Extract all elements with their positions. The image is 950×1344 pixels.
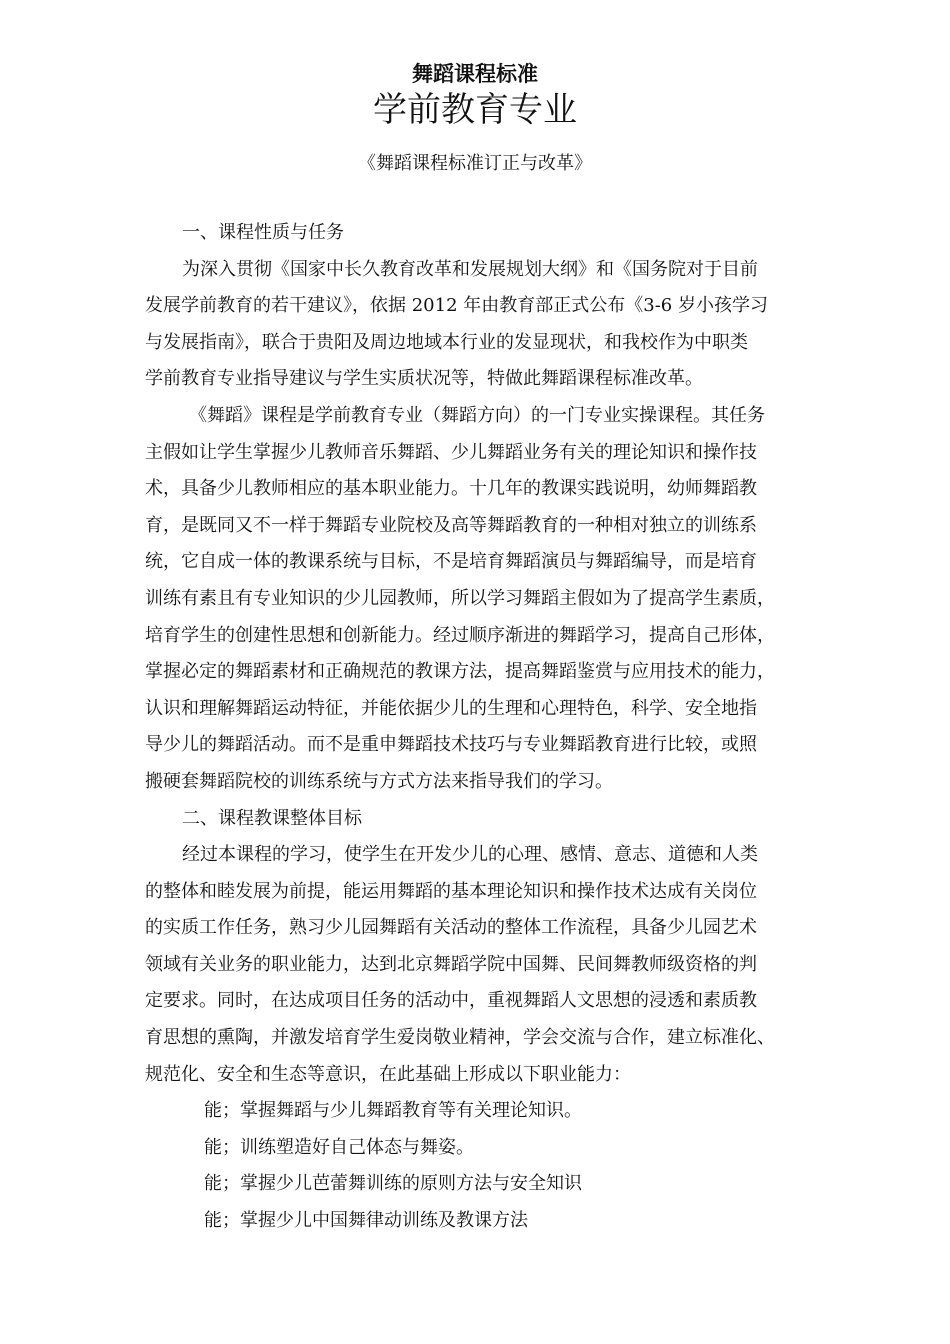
- paragraph-line: 育思想的熏陶，并激发培育学生爱岗敬业精神，学会交流与合作，建立标准化、: [145, 1027, 775, 1049]
- ability-item: 能；掌握舞蹈与少儿舞蹈教育等有关理论知识。: [204, 1100, 582, 1122]
- paragraph-line: 的整体和睦发展为前提，能运用舞蹈的基本理论知识和操作技术达成有关岗位: [145, 880, 757, 902]
- paragraph-line: 主假如让学生掌握少儿教师音乐舞蹈、少儿舞蹈业务有关的理论知识和操作技: [145, 441, 757, 463]
- paragraph-line: 认识和理解舞蹈运动特征，并能依据少儿的生理和心理特色，科学、安全地指: [145, 697, 757, 719]
- paragraph-line: 与发展指南》，联合于贵阳及周边地域本行业的发显现状，和我校作为中职类: [145, 331, 748, 353]
- section-heading: 二、课程教课整体目标: [182, 807, 362, 829]
- section-heading: 一、课程性质与任务: [182, 222, 344, 243]
- paragraph-line: 《舞蹈》课程是学前教育专业（舞蹈方向）的一门专业实操课程。其任务: [189, 404, 765, 426]
- paragraph-line: 规范化、安全和生态等意识，在此基础上形成以下职业能力：: [145, 1063, 631, 1085]
- ability-item: 能；掌握少儿中国舞律动训练及教课方法: [204, 1210, 528, 1232]
- paragraph-line: 领域有关业务的职业能力，达到北京舞蹈学院中国舞、民间舞教师级资格的判: [145, 953, 757, 975]
- document-title-main: 学前教育专业: [373, 90, 577, 130]
- paragraph-line: 育，是既同又不一样于舞蹈专业院校及高等舞蹈教育的一种相对独立的训练系: [145, 514, 757, 536]
- paragraph-line: 定要求。同时，在达成项目任务的活动中，重视舞蹈人文思想的浸透和素质教: [145, 990, 757, 1012]
- paragraph-line: 发展学前教育的若干建议》，依据 2012 年由教育部正式公布《3-6 岁小孩学习: [145, 295, 768, 317]
- paragraph-line: 为深入贯彻《国家中长久教育改革和发展规划大纲》和《国务院对于目前: [182, 258, 758, 280]
- ability-item: 能；训练塑造好自己体态与舞姿。: [204, 1136, 474, 1158]
- paragraph-line: 掌握必定的舞蹈素材和正确规范的教课方法，提高舞蹈鉴赏与应用技术的能力，: [145, 661, 775, 683]
- paragraph-line: 的实质工作任务，熟习少儿园舞蹈有关活动的整体工作流程，具备少儿园艺术: [145, 917, 757, 939]
- document-subtitle: 《舞蹈课程标准订正与改革》: [358, 153, 592, 174]
- paragraph-line: 搬硬套舞蹈院校的训练系统与方式方法来指导我们的学习。: [145, 770, 613, 792]
- paragraph-line: 培育学生的创建性思想和创新能力。经过顺序渐进的舞蹈学习，提高自己形体，: [145, 624, 775, 646]
- paragraph-line: 经过本课程的学习，使学生在开发少儿的心理、感情、意志、道德和人类: [182, 844, 758, 866]
- paragraph-line: 学前教育专业指导建议与学生实质状况等，特做此舞蹈课程标准改革。: [145, 368, 703, 390]
- document-title-small: 舞蹈课程标准: [412, 62, 538, 86]
- paragraph-line: 术，具备少儿教师相应的基本职业能力。十几年的教课实践说明，幼师舞蹈教: [145, 478, 757, 500]
- ability-item: 能；掌握少儿芭蕾舞训练的原则方法与安全知识: [204, 1173, 582, 1195]
- paragraph-line: 训练有素且有专业知识的少儿园教师，所以学习舞蹈主假如为了提高学生素质，: [145, 587, 775, 609]
- document-body: [145, 215, 825, 1240]
- paragraph-line: 统，它自成一体的教课系统与目标，不是培育舞蹈演员与舞蹈编导，而是培育: [145, 551, 757, 573]
- paragraph-line: 导少儿的舞蹈活动。而不是重申舞蹈技术技巧与专业舞蹈教育进行比较，或照: [145, 734, 757, 756]
